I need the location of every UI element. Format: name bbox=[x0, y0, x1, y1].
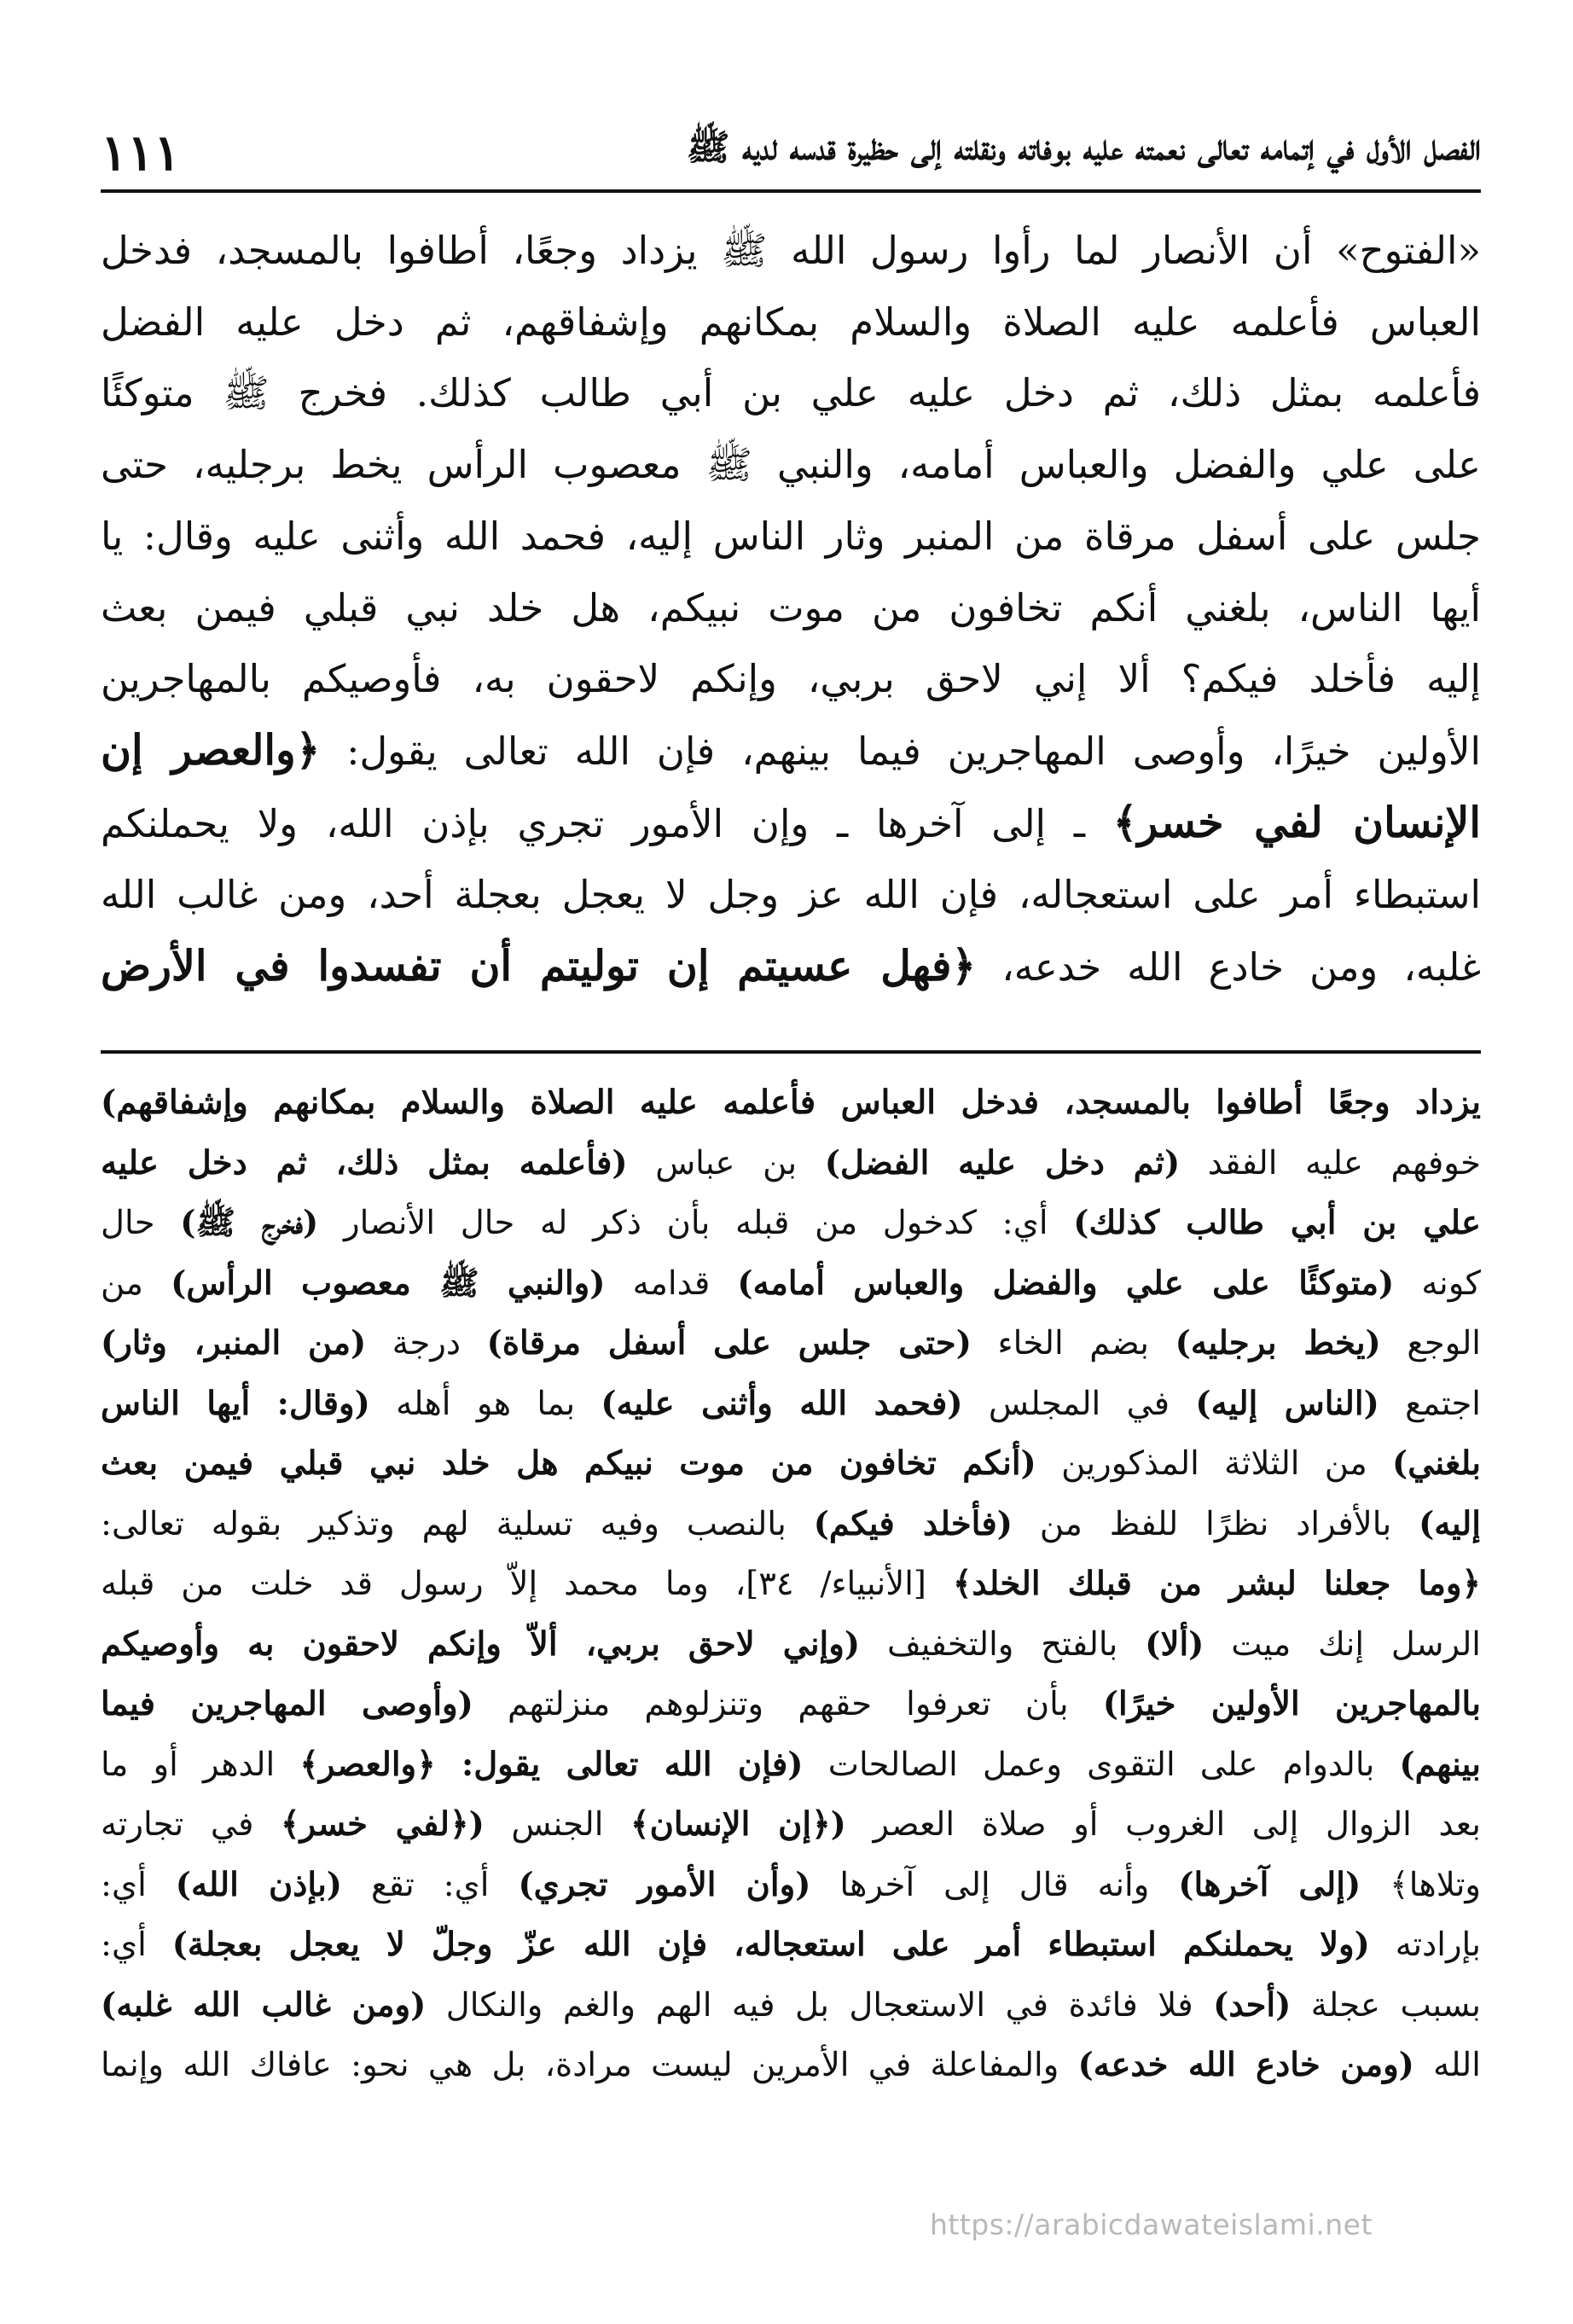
text-segment: بإرادته bbox=[1369, 1926, 1481, 1964]
bold-segment: (﴿لفي خسر﴾ bbox=[281, 1805, 485, 1844]
bold-segment: (فأخلد فيكم) bbox=[813, 1504, 1013, 1543]
commentary-line bbox=[101, 1254, 1481, 1315]
main-text-line bbox=[101, 787, 1481, 860]
commentary-text bbox=[101, 1073, 1481, 2096]
bold-segment: (ثم دخل عليه الفضل) bbox=[824, 1143, 1181, 1182]
bold-segment: (ومن خادع الله خدعه) bbox=[1077, 2046, 1414, 2084]
text-segment: جلس على أسفل مرقاة من المنبر وثار الناس إليه، فحمد الله وأثنى عليه وقال: يا bbox=[101, 513, 1481, 559]
bold-segment: (وأوصى المهاجرين فيما bbox=[101, 1685, 473, 1723]
text-segment: في المجلس bbox=[962, 1384, 1196, 1423]
text-segment: من bbox=[101, 1264, 171, 1303]
bold-segment: (ولا يحملنكم استبطاء أمر على استعجاله، فإن الله عزّ وجلّ لا يعجل بعجلة) bbox=[171, 1926, 1370, 1964]
text-segment: بما هو أهله bbox=[369, 1384, 601, 1423]
main-text-line bbox=[101, 859, 1481, 931]
bold-segment: (أحد) bbox=[1213, 1985, 1291, 2025]
text-segment: الوجع bbox=[1380, 1324, 1481, 1362]
text-segment: وأنه قال إلى آخرها bbox=[810, 1865, 1179, 1904]
text-segment: بسبب عجلة bbox=[1291, 1985, 1481, 2025]
commentary-line bbox=[101, 1615, 1481, 1676]
main-text-line bbox=[101, 572, 1481, 644]
main-text-line bbox=[101, 643, 1481, 715]
commentary-line bbox=[101, 2036, 1481, 2096]
text-segment: فأعلمه بمثل ذلك، ثم دخل عليه علي بن أبي طالب كذلك. فخرج ﷺ متوكئًا bbox=[101, 370, 1481, 416]
text-segment: درجة bbox=[366, 1324, 487, 1362]
text-segment: فلا فائدة في الاستعجال بل فيه الهم والغم والنكال bbox=[426, 1985, 1214, 2025]
bold-segment: بالمهاجرين الأولين خيرًا) bbox=[1102, 1685, 1481, 1723]
commentary-line bbox=[101, 1976, 1481, 2036]
text-segment: على علي والفضل والعباس أمامه، والنبي ﷺ معصوب الرأس يخط برجليه، حتى bbox=[101, 442, 1481, 488]
text-segment: «الفتوح» أن الأنصار لما رأوا رسول الله ﷺ يزداد وجعًا، أطافوا بالمسجد، فدخل bbox=[101, 228, 1481, 273]
bold-segment: (وقال: أيها الناس bbox=[101, 1384, 370, 1423]
commentary-line bbox=[101, 1675, 1481, 1735]
main-text-line bbox=[101, 501, 1481, 572]
commentary-line bbox=[101, 1134, 1481, 1194]
text-segment: غلبه، ومن خادع الله خدعه، bbox=[976, 944, 1481, 991]
commentary-line bbox=[101, 1314, 1481, 1374]
bold-segment: ﴿فهل عسيتم إن توليتم أن تفسدوا في الأرض bbox=[101, 941, 977, 991]
text-segment: في تجارته bbox=[101, 1805, 281, 1844]
commentary-line bbox=[101, 1434, 1481, 1495]
text-segment: خوفهم عليه الفقد bbox=[1180, 1143, 1481, 1182]
text-segment: من الثلاثة المذكورين bbox=[1036, 1444, 1393, 1483]
main-text-line bbox=[101, 931, 1481, 1003]
bold-segment: (الناس إليه) bbox=[1195, 1384, 1379, 1423]
text-segment: بالنصب وفيه تسلية لهم وتذكير بقوله تعالى: bbox=[101, 1504, 814, 1543]
bold-segment: (بإذن الله) bbox=[175, 1865, 343, 1904]
bold-segment: (ومن غالب الله غلبه) bbox=[101, 1985, 427, 2025]
page-header bbox=[101, 109, 1481, 182]
header-rule bbox=[101, 189, 1481, 193]
text-segment: بالفتح والتخفيف bbox=[860, 1624, 1146, 1664]
commentary-separator bbox=[101, 1050, 1481, 1054]
page-number: ١١١ bbox=[101, 124, 181, 182]
bold-segment: الإنسان لفي خسر﴾ bbox=[1112, 797, 1481, 847]
text-segment: أي: bbox=[101, 1865, 176, 1904]
bold-segment: (يخط برجليه) bbox=[1175, 1324, 1381, 1362]
text-segment: وتلاها﴾ bbox=[1361, 1865, 1482, 1904]
bold-segment: (فأعلمه بمثل ذلك، ثم دخل عليه bbox=[101, 1143, 628, 1182]
bold-segment: يزداد وجعًا أطافوا بالمسجد، فدخل العباس فأعلمه عليه الصلاة والسلام بمكانهم وإشفاقهم) bbox=[101, 1084, 1481, 1122]
bold-segment: (ألا) bbox=[1145, 1624, 1204, 1664]
bold-segment: بينهم) bbox=[1399, 1745, 1482, 1784]
commentary-line bbox=[101, 1495, 1481, 1555]
bold-segment: (أنكم تخافون من موت نبيكم هل خلد نبي قبلي فيمن بعث bbox=[101, 1444, 1036, 1483]
text-segment: الأولين خيرًا، وأوصى المهاجرين فيما بينهم، فإن الله تعالى يقول: bbox=[320, 728, 1481, 774]
text-segment: الجنس bbox=[484, 1805, 631, 1844]
bold-segment: (وإني لاحق بربي، ألاّ وإنكم لاحقون به وأوصيكم bbox=[101, 1624, 861, 1664]
bold-segment: (حتى جلس على أسفل مرقاة) bbox=[486, 1324, 972, 1362]
text-segment: بن عباس bbox=[627, 1143, 825, 1182]
bold-segment: ﴿والعصر إن bbox=[101, 724, 321, 775]
text-segment: كونه bbox=[1394, 1264, 1481, 1303]
main-text-line bbox=[101, 429, 1481, 501]
text-segment: ـ إلى آخرها ـ وإن الأمور تجري بإذن الله، ولا يحملنكم bbox=[101, 800, 1113, 846]
text-segment: بضم الخاء bbox=[971, 1324, 1175, 1362]
commentary-line bbox=[101, 1856, 1481, 1916]
bold-segment: (فإن الله تعالى يقول: ﴿والعصر﴾ bbox=[299, 1745, 804, 1784]
main-text-line bbox=[101, 357, 1481, 429]
bold-segment: (فخرج ﷺ) bbox=[180, 1204, 319, 1242]
main-text-line bbox=[101, 215, 1481, 287]
text-segment: أيها الناس، بلغني أنكم تخافون من موت نبيكم، هل خلد نبي قبلي فيمن بعث bbox=[101, 584, 1481, 630]
bold-segment: ﴿وما جعلنا لبشر من قبلك الخلد﴾ bbox=[952, 1565, 1481, 1603]
text-segment: أي: bbox=[101, 1926, 172, 1964]
commentary-line bbox=[101, 1554, 1481, 1615]
text-segment: الله bbox=[1413, 2046, 1481, 2084]
main-text bbox=[101, 215, 1481, 1003]
text-segment: اجتمع bbox=[1379, 1384, 1481, 1423]
commentary-line bbox=[101, 1915, 1481, 1976]
bold-segment: (وأن الأمور تجري) bbox=[518, 1865, 811, 1904]
bold-segment: (﴿إن الإنسان﴾ bbox=[630, 1805, 846, 1844]
text-segment: العباس فأعلمه عليه الصلاة والسلام بمكانهم وإشفاقهم، ثم دخل عليه الفضل bbox=[101, 299, 1481, 345]
bold-segment: بلغني) bbox=[1392, 1444, 1481, 1483]
commentary-line bbox=[101, 1795, 1481, 1856]
text-segment: [الأنبياء/ ٣٤]، وما محمد إلاّ رسول قد خلت من قبله bbox=[101, 1565, 953, 1603]
main-text-line bbox=[101, 715, 1481, 787]
text-segment: أي: كدخول من قبله بأن ذكر له حال الأنصار bbox=[318, 1204, 1074, 1242]
text-segment: بأن تعرفوا حقهم وتنزلوهم منزلتهم bbox=[473, 1685, 1103, 1723]
running-head: الفصل الأول في إتمامه تعالى نعمته عليه بوفاته ونقلته إلى حظيرة قدسه لديه ﷺ bbox=[686, 126, 1481, 168]
text-segment: أي: تقع bbox=[342, 1865, 519, 1904]
bold-segment: (والنبي ﷺ معصوب الرأس) bbox=[171, 1264, 606, 1303]
bold-segment: (متوكئًا على علي والفضل والعباس أمامه) bbox=[737, 1264, 1395, 1303]
bold-segment: إليه) bbox=[1419, 1504, 1481, 1543]
main-text-line bbox=[101, 287, 1481, 358]
watermark-url: https://arabicdawateislami.net bbox=[930, 2208, 1373, 2241]
commentary-line bbox=[101, 1194, 1481, 1254]
commentary-line bbox=[101, 1374, 1481, 1435]
bold-segment: علي بن أبي طالب كذلك) bbox=[1073, 1204, 1481, 1242]
text-segment: بالدوام على التقوى وعمل الصالحات bbox=[803, 1745, 1400, 1784]
text-segment: الدهر أو ما bbox=[101, 1745, 300, 1784]
text-segment: الرسل إنك ميت bbox=[1204, 1624, 1481, 1664]
commentary-line bbox=[101, 1073, 1481, 1134]
text-segment: حال bbox=[101, 1204, 181, 1242]
bold-segment: (فحمد الله وأثنى عليه) bbox=[601, 1384, 963, 1423]
text-segment: قدامه bbox=[605, 1264, 738, 1303]
bold-segment: (من المنبر، وثار) bbox=[101, 1324, 367, 1362]
bold-segment: (إلى آخرها) bbox=[1178, 1865, 1361, 1904]
text-segment: والمفاعلة في الأمرين ليست مرادة، بل هي نحو: عافاك الله وإنما bbox=[101, 2046, 1078, 2084]
text-segment: استبطاء أمر على استعجاله، فإن الله عز وجل لا يعجل بعجلة أحد، ومن غالب الله bbox=[101, 872, 1481, 918]
commentary-line bbox=[101, 1735, 1481, 1796]
text-segment: بالأفراد نظرًا للفظ من bbox=[1013, 1504, 1419, 1543]
text-segment: إليه فأخلد فيكم؟ ألا إني لاحق بربي، وإنكم لاحقون به، فأوصيكم بالمهاجرين bbox=[101, 656, 1481, 702]
text-segment: بعد الزوال إلى الغروب أو صلاة العصر bbox=[845, 1805, 1481, 1844]
